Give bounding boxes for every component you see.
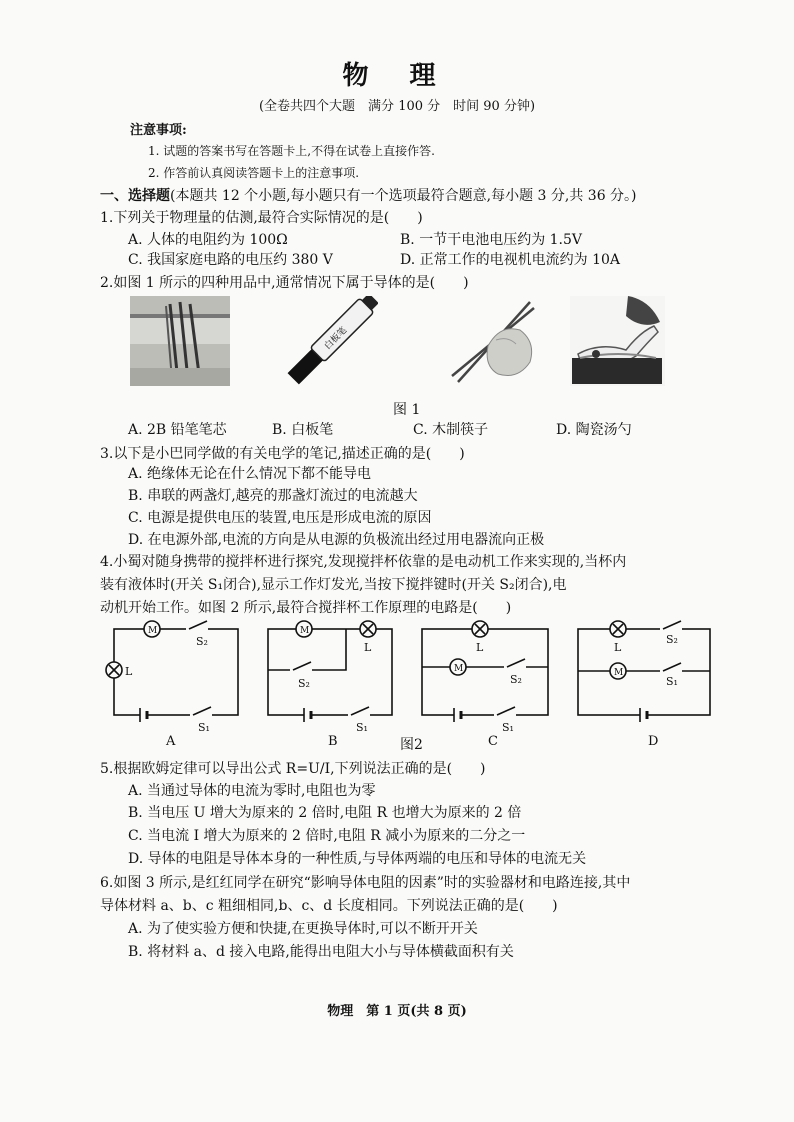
question-6-line-2: 导体材料 a、b、c 粗细相同,b、c、d 长度相同。下列说法正确的是( ) [100,898,558,914]
svg-text:S₁: S₁ [356,721,368,734]
circuit-label-a: A [166,734,176,749]
q3-option-b: B. 串联的两盏灯,越亮的那盏灯流过的电流越大 [128,488,418,504]
svg-text:L: L [476,641,484,654]
q1-option-b: B. 一节干电池电压约为 1.5V [400,232,583,248]
svg-text:M: M [454,664,464,674]
ceramic-spoon-photo [570,296,665,386]
question-6-line-1: 6.如图 3 所示,是红红同学在研究“影响导体电阻的因素”时的实验器材和电路连接,其中 [100,875,631,891]
notice-item: 2. 作答前认真阅读答题卡上的注意事项. [148,166,360,180]
chopsticks-photo [438,296,538,386]
q3-option-d: D. 在电源外部,电流的方向是从电源的负极流出经过用电器流向正极 [128,532,545,548]
svg-text:M: M [614,668,624,678]
question-1-stem: 1.下列关于物理量的估测,最符合实际情况的是( ) [100,210,423,226]
q6-option-a: A. 为了使实验方便和快捷,在更换导体时,可以不断开开关 [128,921,478,937]
circuit-b [268,621,392,722]
svg-text:S₁: S₁ [198,721,210,734]
q2-option-c: C. 木制筷子 [413,422,489,438]
notice-heading: 注意事项: [130,123,187,138]
whiteboard-marker-photo [283,296,378,388]
circuit-label-b: B [328,734,338,749]
page-footer: 物理 第 1 页(共 8 页) [327,1004,467,1019]
q3-option-c: C. 电源是提供电压的装置,电压是形成电流的原因 [128,510,432,526]
q3-option-a: A. 绝缘体无论在什么情况下都不能导电 [128,466,372,482]
q5-option-d: D. 导体的电阻是导体本身的一种性质,与导体两端的电压和导体的电流无关 [128,851,587,867]
question-4-line-1: 4.小蜀对随身携带的搅拌杯进行探究,发现搅拌杯依靠的是电动机工作来实现的,当杯内 [100,554,627,570]
svg-text:S₁: S₁ [502,721,514,734]
svg-text:M: M [300,626,310,636]
question-2-stem: 2.如图 1 所示的四种用品中,通常情况下属于导体的是( ) [100,275,469,291]
q2-option-b: B. 白板笔 [272,422,334,438]
marker-label: 白板笔 [322,325,350,352]
svg-text:S₂: S₂ [510,673,522,686]
svg-text:S₂: S₂ [666,633,678,646]
section-title: 一、选择题 [100,188,170,204]
circuit-c [422,621,548,722]
svg-text:L: L [364,641,372,654]
question-5-stem: 5.根据欧姆定律可以导出公式 R=U/I,下列说法正确的是( ) [100,761,486,777]
pencil-leads-photo [130,296,230,386]
circuit-label-c: C [488,734,498,749]
q1-option-c: C. 我国家庭电路的电压约 380 V [128,252,333,268]
q5-option-b: B. 当电压 U 增大为原来的 2 倍时,电阻 R 也增大为原来的 2 倍 [128,805,522,821]
svg-text:S₂: S₂ [298,677,310,690]
figure-2-label: 图2 [400,737,423,753]
svg-text:S₁: S₁ [666,675,678,688]
q1-option-d: D. 正常工作的电视机电流约为 10A [400,252,621,268]
question-4-line-2: 装有液体时(开关 S₁闭合),显示工作灯发光,当按下搅拌键时(开关 S₂闭合),电 [100,577,567,593]
svg-text:L: L [125,665,133,678]
q2-option-a: A. 2B 铅笔笔芯 [128,422,227,438]
circuit-d [578,621,710,722]
notice-item: 1. 试题的答案书写在答题卡上,不得在试卷上直接作答. [148,144,435,158]
exam-subtitle: (全卷共四个大题 满分 100 分 时间 90 分钟) [258,99,536,114]
svg-text:L: L [614,641,622,654]
q1-option-a: A. 人体的电阻约为 100Ω [128,232,288,248]
svg-text:M: M [148,626,158,636]
question-3-stem: 3.以下是小巴同学做的有关电学的笔记,描述正确的是( ) [100,446,465,462]
question-4-line-3: 动机开始工作。如图 2 所示,最符合搅拌杯工作原理的电路是( ) [100,600,512,616]
q6-option-b: B. 将材料 a、d 接入电路,能得出电阻大小与导体横截面积有关 [128,944,514,960]
q5-option-c: C. 当电流 I 增大为原来的 2 倍时,电阻 R 减小为原来的二分之一 [128,828,526,844]
q2-option-d: D. 陶瓷汤勺 [556,422,632,438]
figure-1-label: 图 1 [393,402,421,418]
section-description: (本题共 12 个小题,每小题只有一个选项最符合题意,每小题 3 分,共 36 分。) [170,188,637,204]
page-title: 物 理 [342,61,452,91]
circuit-label-d: D [648,734,659,749]
q5-option-a: A. 当通过导体的电流为零时,电阻也为零 [128,783,376,799]
section-heading [100,185,637,205]
svg-text:S₂: S₂ [196,635,208,648]
